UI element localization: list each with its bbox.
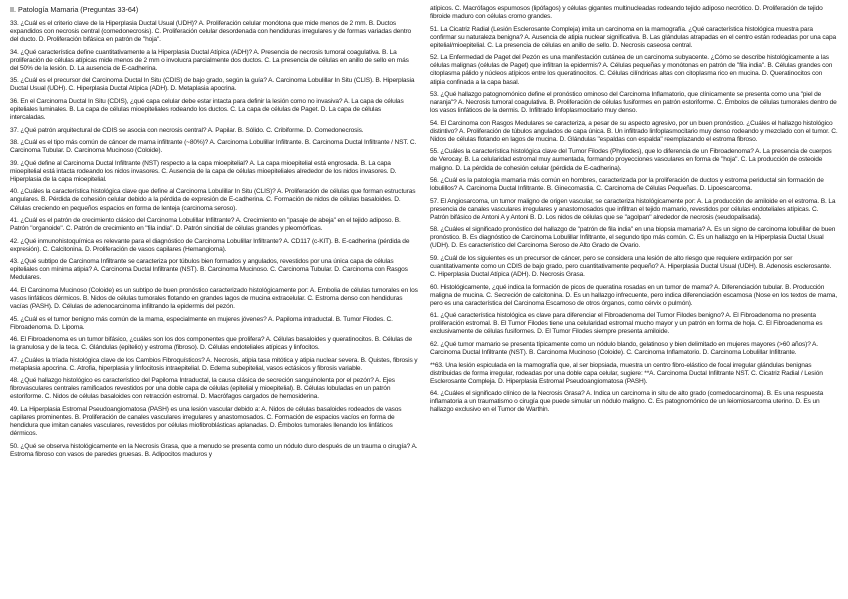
- question-paragraph: 62. ¿Qué tumor mamario se presenta típicamente como un nódulo blando, gelatinoso y bien delimitado en mujeres mayores (>60 años)? A. Carcinoma Ductal Infiltrante (NST). B. Carcinoma Mucinoso (Coloide). C. Carcinoma Inflamatorio. D. Carcinoma Lobulillar Infiltrante.: [430, 340, 818, 357]
- question-paragraph: 58. ¿Cuáles el significado pronóstico del hallazgo de "patrón de fila india" en una biopsia mamaria? A. Es un signo de carcinoma lobulillar de buen pronóstico. B. Es diagnóstico de Carcinoma Lobulillar Infiltrante, el segundo tipo más común. C. Es un hallazgo en la Hiperplasia Ductal Usual (UDH). D. Es característico del Carcinoma Seroso de Alto Grado de Ovario.: [430, 226, 836, 250]
- question-paragraph: 46. El Fibroadenoma es un tumor bifásico, ¿cuáles son los dos componentes que prolifera? A. Células basaloides y queratinocitos. B. Células de la granulosa y de la teca. C. Glándulas (epitelio) y estroma (fibroso). D. Células endoteliales atípicas y linfocitos.: [10, 336, 413, 352]
- question-paragraph: 49. La Hiperplasia Estromal Pseudoangiomatosa (PASH) es una lesión vascular debido a: A. Nidos de células basaloides rodeados de vasos capilares prominentes. B. Proliferación de canales vasculares irregulares y anastomosados. C. Formación de espacios vacíos en forma de hendidura que imitan canales vasculares, revestidos por células miofibroblásticas aplanadas. D. Émbolos tumorales llenando los linfáticos dérmicos.: [10, 405, 402, 438]
- question-paragraph: 35. ¿Cuál es el precursor del Carcinoma Ductal In Situ (CDIS) de bajo grado, según la guía? A. Carcinoma Lobulillar In Situ (CLIS). B. Hiperplasia Ductal Usual (UDH). C. Hiperplasia Ductal Atípica (ADH). D. Metaplasia apocrina.: [10, 77, 415, 93]
- question-paragraph: 37. ¿Qué patrón arquitectural de CDIS se asocia con necrosis central? A. Papilar. B. Sólido. C. Cribiforme. D. Comedonecrosis.: [10, 126, 364, 134]
- left-column: [10, 5, 418, 463]
- question-paragraph: 48. ¿Qué hallazgo histológico es característico del Papiloma Intraductal, la causa clásica de secreción sanguinolenta por el pezón? A. Ejes fibrovasculares centrales ramificados revestidos por una doble capa de células (epitelial y mioepitelial). B. Células lobuladas en un patrón estoriforme. C. Nidos de células basaloides con retracción estromal. D. Macrófagos cargados de hemosiderina.: [10, 377, 395, 401]
- question-paragraph: 39. ¿Qué define al Carcinoma Ductal Infiltrante (NST) respecto a la capa mioepitelial? A. La capa mioepitelial está engrosada. B. La capa mioepitelial está intacta rodeando los nidos invasores. C. Ausencia de la capa de células mioepiteliales alrededor de los nidos invasores. D. Hiperplasia de la capa mioepitelial.: [10, 159, 397, 183]
- question-paragraph: 52. La Enfermedad de Paget del Pezón es una manifestación cutánea de un carcinoma subyacente. ¿Cómo se describe histológicamente a las células malignas (células de Paget) que infiltran la epidermis? A. Células pequeñas y monótonas en patrón de "fila india". B. Células grandes con citoplasma pálido y núcleos atípicos entre los queratinocitos. C. Células cilíndricas altas con citoplasma rico en mucina. D. Queratinocitos con atipia confinada a la capa basal.: [430, 54, 833, 86]
- question-paragraph: 64. ¿Cuáles el significado clínico de la Necrosis Grasa? A. Indica un carcinoma in situ de alto grado (comedocarcinoma). B. Es una respuesta inflamatoria a un traumatismo o cirugía que puede simular un nódulo maligno. C. Es patognomónico de un leiomiosarcoma uterino. D. Es un hallazgo exclusivo en el Tumor de Warthin.: [430, 390, 824, 414]
- question-paragraph: **63. Una lesión espiculada en la mamografía que, al ser biopsiada, muestra un centro fibro-elástico de focal irregular glándulas benignas distribuidas de forma irregular, rodeadas por una doble capa celular, sugiere: **A. Carcinoma Ductal Infiltrante NST. C. Cicatriz Radial / Lesión Esclerosante Compleja. D. Hiperplasia Estromal Pseudoangiomatosa (PASH).: [430, 361, 823, 385]
- question-paragraph: 43. ¿Qué subtipo de Carcinoma Infiltrante se caracteriza por túbulos bien formados y angulados, revestidos por una única capa de células epiteliales con mínima atipia? A. Carcinoma Ductal Infiltrante (NST). B. Carcinoma Mucinoso. C. Carcinoma Tubular. D. Carcinoma con Rasgos Medulares.: [10, 258, 408, 282]
- question-paragraph: 60. Histológicamente, ¿qué indica la formación de picos de queratina rosadas en un tumor de mama? A. Diferenciación tubular. B. Producción maligna de mucina. C. Secreción de calcitonina. D. Es un hallazgo infrecuente, pero indica diferenciación escamosa (Nose en los textos de mama, pero es una característica del Carcinoma Escamoso de otros órganos, como cérvix o pulmón).: [430, 283, 838, 307]
- question-paragraph: 59. ¿Cuál de los siguientes es un precursor de cáncer, pero se considera una lesión de alto riesgo que requiere extirpación por ser cuantitativamente como un CDIS de bajo grado, pero cuantitativamente pequeño? A. Hiperplasia Ductal Usual (UDH). B. Adenosis esclerosante. C. Hiperplasia Ductal Atípica (ADH). D. Necrosis Grasa.: [430, 254, 832, 279]
- question-paragraph: 57. El Angiosarcoma, un tumor maligno de origen vascular, se caracteriza histológicamente por: A. La producción de amiloide en el estroma. B. La presencia de canales vasculares irregulares y anastomosados que infiltran el tejido mamario, revestidos por células endoteliales atípicas. C. Patrón bifásico de Antoni A y Antoni B. D. Los nidos de células que se "agolpan" alrededor de necrosis (seudopalisada).: [430, 197, 836, 221]
- question-paragraph: 55. ¿Cuáles la característica histológica clave del Tumor Filodes (Phyllodes), que lo diferencia de un Fibroadenoma? A. La presencia de cuerpos de Verocay. B. La celularidad estromal muy aumentada, formando proyecciones vasculares en forma de "hoja". C. La producción de osteoide maligno. D. La pérdida de cohesión celular (pérdida de E-cadherina).: [430, 148, 832, 172]
- question-paragraph: 41. ¿Cuál es el patrón de crecimiento clásico del Carcinoma Lobulillar Infiltrante? A. Crecimiento en "pasaje de abeja" en el tejido adiposo. B. Patrón "organoide". C. Patrón de crecimiento en "fila india". D. Patrón sincitial de células grandes y pleomórficas.: [10, 217, 401, 233]
- question-paragraph: 53. ¿Qué hallazgo patognomónico define el pronóstico ominoso del Carcinoma Inflamatorio, que clínicamente se presenta como una "piel de naranja"? A. Necrosis tumoral coagulativa. B. Proliferación de células fusiformes en patrón estoriforme. C. Émbolos de células tumorales dentro de los vasos linfáticos de la dermis. D. Infiltrado linfoplasmocitario muy denso.: [430, 91, 837, 115]
- section-heading: II. Patología Mamaria (Preguntas 33-64): [10, 5, 139, 14]
- question-paragraph: 38. ¿Cuál es el tipo más común de cáncer de mama infiltrante (~80%)? A. Carcinoma Lobulillar Infiltrante. B. Carcinoma Ductal Infiltrante / NST. C. Carcinoma Tubular. D. Carcinoma Mucinoso (Coloide).: [10, 139, 417, 155]
- question-paragraph: 54. El Carcinoma con Rasgos Medulares se caracteriza, a pesar de su aspecto agresivo, por un buen pronóstico. ¿Cuáles el hallazgo histológico distintivo? A. Proliferación de túbulos angulados de capa única. B. Un infiltrado linfoplasmocitario muy denso rodeando y mezclado con el tumor. C. Nidos de células flotando en lagos de mucina. D. Glándulas "espaldas con espalda" reemplazando el estroma fibroso.: [430, 119, 838, 143]
- question-paragraph: 61. ¿Qué característica histológica es clave para diferenciar el Fibroadenoma del Tumor Filodes benigno? A. El Fibroadenoma no presenta proliferación estromal. B. El Tumor Filodes tiene una celularidad estromal mucho mayor y un patrón en forma de hoja. C. El Fibroadenoma es exclusivamente de células fusiformes. D. El Tumor Filodes siempre presenta amiloide.: [430, 312, 823, 336]
- question-paragraph: 33. ¿Cuál es el criterio clave de la Hiperplasia Ductal Usual (UDH)? A. Proliferación celular monótona que mide menos de 2 mm. B. Ductos expandidos con necrosis central (comedonecrosis). C. Proliferación celular desordenada con hendiduras irregulares y de formas variadas dentro del ducto. D. Proliferación bifásica en patrón de "hoja".: [10, 20, 412, 44]
- question-paragraph: 34. ¿Qué característica define cuantitativamente a la Hiperplasia Ductal Atípica (ADH)? A. Presencia de necrosis tumoral coagulativa. B. La proliferación de células atípicas mide menos de 2 mm o involucra parcialmente dos ductos. C. La presencia de células en anillo de sello en más del 50% de la lesión. D. La ausencia de E-cadherina.: [10, 48, 409, 72]
- question-paragraph: 50. ¿Qué se observa histológicamente en la Necrosis Grasa, que a menudo se presenta como un nódulo duro después de un trauma o cirugía? A. Estroma fibroso con vasos de paredes gruesas. B. Adipocitos maduros y: [10, 442, 418, 458]
- question-paragraph: 44. El Carcinoma Mucinoso (Coloide) es un subtipo de buen pronóstico caracterizado histológicamente por: A. Embolia de células tumorales en los vasos linfáticos dérmicos. B. Nidos de células tumorales flotando en grandes lagos de mucina extracelular. C. Estroma denso con hendiduras vacías (PASH). D. Células de adenocarcinoma infiltrando la epidermis del pezón.: [10, 286, 418, 311]
- document-columns: [10, 5, 838, 463]
- question-paragraph: 42. ¿Qué inmunohistoquímica es relevante para el diagnóstico de Carcinoma Lobulillar Infiltrante? A. CD117 (c-KIT). B. E-cadherina (pérdida de expresión). C. Calcitonina. D. Proliferación de vasos capilares (Hemangioma).: [10, 237, 410, 253]
- question-paragraph: atípicos. C. Macrófagos espumosos (lipófagos) y células gigantes multinucleadas rodeando tejido adiposo necrótico. D. Proliferación de tejido fibroide maduro con células cromo grandes.: [430, 5, 823, 21]
- question-paragraph: 47. ¿Cuáles la tríada histológica clave de los Cambios Fibroquísticos? A. Necrosis, atipia tasa mitótica y atipia nuclear severa. B. Quistes, fibrosis y metaplasia apocrina. C. Atrofia, hiperplasia y linfocitosis intraepitelial. D. Edema subepitelial, vasos ectásicos y fibrosis variable.: [10, 356, 418, 372]
- question-paragraph: 40. ¿Cuáles la característica histológica clave que define al Carcinoma Lobulillar In Situ (CLIS)? A. Proliferación de células que forman estructuras angulares. B. Pérdida de cohesión celular debido a la pérdida de expresión de E-cadherina. C. Formación de nidos de células basaloides. D. Células creciendo en pequeños espacios en forma de lenteja (carcinoma seroso).: [10, 188, 416, 212]
- right-column: [430, 5, 838, 463]
- question-paragraph: 36. En el Carcinoma Ductal In Situ (CDIS), ¿qué capa celular debe estar intacta para definir la lesión como no invasiva? A. La capa de células epiteliales luminales. B. La capa de células mioepiteliales rodeando los ductos. C. La capa de células de Paget. D. La capa de células intercaladas.: [10, 97, 404, 122]
- question-paragraph: 45. ¿Cuál es el tumor benigno más común de la mama, especialmente en mujeres jóvenes? A. Papiloma intraductal. B. Tumor Filodes. C. Fibroadenoma. D. Lipoma.: [10, 315, 393, 331]
- question-paragraph: 56. ¿Cuál es la patología mamaria más común en hombres, caracterizada por la proliferación de ductos y estroma periductal sin formación de lobulillos? A. Carcinoma Ductal Infiltrante. B. Ginecomastia. C. Carcinoma de Células Pequeñas. D. Lipoescarcoma.: [430, 177, 824, 193]
- question-paragraph: 51. La Cicatriz Radial (Lesión Esclerosante Compleja) imita un carcinoma en la mamografía. ¿Qué característica histológica muestra para confirmar su naturaleza benigna? A. Ausencia de atipia nuclear significativa. B. Las glándulas atrapadas en el centro están rodeadas por una capa epitelial/mioepitelial. C. La presencia de células en anillo de sello. D. Necrosis caseosa central.: [430, 25, 837, 49]
